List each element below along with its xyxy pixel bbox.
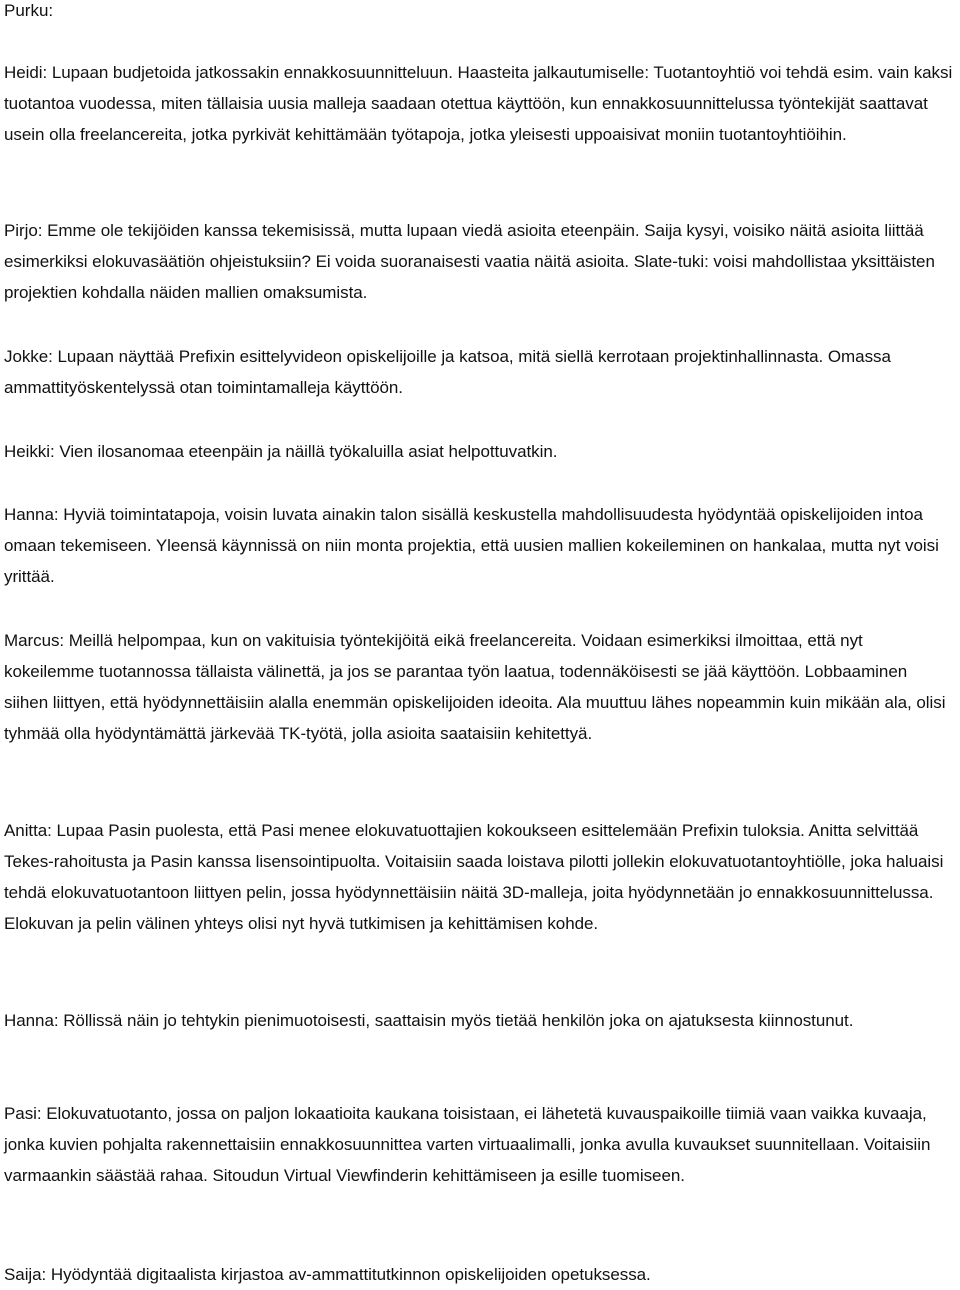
paragraph-heidi: Heidi: Lupaan budjetoida jatkossakin ennakkosuunnitteluun. Haasteita jalkautumiselle: Tuotantoyhtiö voi tehdä esim. vain kaksi tuotantoa vuodessa, miten tällaisia uusia malleja saadaan otettua käyttöön, kun ennakkosuunnittelussa työntekijät saattavat usein olla freelancereita, jotka pyrkivät kehittämään työtapoja, jotka yleisesti uppoaisivat moniin tuotantoyhtiöihin.	[4, 63, 953, 144]
paragraph-hanna: Hanna: Hyviä toimintatapoja, voisin luvata ainakin talon sisällä keskustella mahdollisuudesta hyödyntää opiskelijoiden intoa omaan tekemiseen. Yleensä käynnissä on niin monta projektia, että uusien mallien kokeileminen on hankalaa, mutta nyt voisi yrittää.	[4, 505, 939, 586]
document-heading: Purku:	[4, 1, 54, 20]
paragraph-saija: Saija: Hyödyntää digitaalista kirjastoa av-ammattitutkinnon opiskelijoiden opetuksessa.	[4, 1265, 651, 1284]
paragraph-heikki: Heikki: Vien ilosanomaa eteenpäin ja näillä työkaluilla asiat helpottuvatkin.	[4, 442, 558, 461]
paragraph-hanna-2: Hanna: Röllissä näin jo tehtykin pienimuotoisesti, saattaisin myös tietää henkilön joka on ajatuksesta kiinnostunut.	[4, 1011, 854, 1030]
paragraph-marcus: Marcus: Meillä helpompaa, kun on vakituisia työntekijöitä eikä freelancereita. Voidaan esimerkiksi ilmoittaa, että nyt kokeilemme tuotannossa tällaista välinettä, ja jos se parantaa työn laatua, todennäköisesti se jää käyttöön. Lobbaaminen siihen liittyen, että hyödynnettäisiin alalla enemmän opiskelijoiden ideoita. Ala muuttuu lähes nopeammin kuin mikään ala, olisi tyhmää olla hyödyntämättä järkevää TK-työtä, jolla asioita saataisiin kehitettyä.	[4, 631, 946, 743]
paragraph-anitta: Anitta: Lupaa Pasin puolesta, että Pasi menee elokuvatuottajien kokoukseen esittelemään Prefixin tuloksia. Anitta selvittää Tekes-rahoitusta ja Pasin kanssa lisensointipuolta. Voitaisiin saada loistava pilotti jollekin elokuvatuotantoyhtiölle, joka haluaisi tehdä elokuvatuotantoon liittyen pelin, jossa hyödynnettäisiin näitä 3D-malleja, joita hyödynnetään jo ennakkosuunnittelussa. Elokuvan ja pelin välinen yhteys olisi nyt hyvä tutkimisen ja kehittämisen kohde.	[4, 821, 944, 933]
document-page	[4, 0, 954, 1284]
paragraph-pasi: Pasi: Elokuvatuotanto, jossa on paljon lokaatioita kaukana toisistaan, ei lähetetä kuvauspaikoille tiimiä vaan vaikka kuvaaja, jonka kuvien pohjalta rakennettaisiin ennakkosuunnittea varten virtuaalimalli, jonka avulla kuvaukset suunnitellaan. Voitaisiin varmaankin säästää rahaa. Sitoudun Virtual Viewfinderin kehittämiseen ja esille tuomiseen.	[4, 1104, 931, 1185]
paragraph-pirjo: Pirjo: Emme ole tekijöiden kanssa tekemisissä, mutta lupaan viedä asioita eteenpäin. Saija kysyi, voisiko näitä asioita liittää esimerkiksi elokuvasäätiön ohjeistuksiin? Ei voida suoranaisesti vaatia näitä asioita. Slate-tuki: voisi mahdollistaa yksittäisten projektien kohdalla näiden mallien omaksumista.	[4, 221, 935, 302]
paragraph-jokke: Jokke: Lupaan näyttää Prefixin esittelyvideon opiskelijoille ja katsoa, mitä siellä kerrotaan projektinhallinnasta. Omassa ammattityöskentelyssä otan toimintamalleja käyttöön.	[4, 347, 891, 397]
